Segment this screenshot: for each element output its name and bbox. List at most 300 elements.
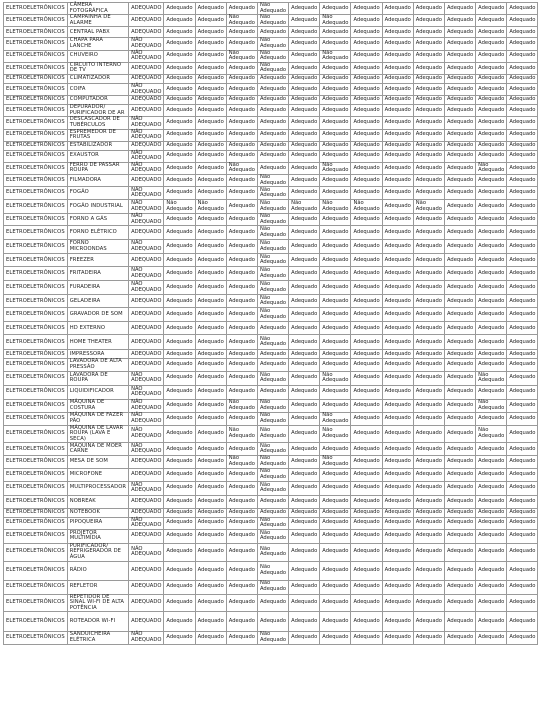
- criterion-cell: Adequado: [226, 543, 257, 561]
- criterion-cell: Adequado: [382, 187, 413, 200]
- criterion-cell: Adequado: [226, 27, 257, 38]
- criterion-cell: Adequado: [289, 214, 320, 226]
- criterion-cell: Não Adequado: [257, 3, 288, 15]
- criterion-cell: Adequado: [351, 399, 382, 412]
- criterion-cell: Não Adequado: [320, 200, 351, 214]
- criterion-cell: Adequado: [444, 425, 475, 443]
- criterion-cell: Adequado: [507, 295, 538, 308]
- status-cell: NÃO ADEQUADO: [129, 517, 164, 529]
- criterion-cell: Adequado: [351, 580, 382, 594]
- criterion-cell: Adequado: [444, 254, 475, 267]
- criterion-cell: Adequado: [289, 399, 320, 412]
- criterion-cell: Adequado: [289, 240, 320, 254]
- criterion-cell: Adequado: [320, 187, 351, 200]
- criterion-cell: Adequado: [444, 359, 475, 371]
- criterion-cell: Adequado: [444, 62, 475, 74]
- criterion-cell: Adequado: [289, 3, 320, 15]
- criterion-cell: Adequado: [195, 105, 226, 117]
- criterion-cell: Adequado: [476, 443, 507, 456]
- criterion-cell: Adequado: [476, 240, 507, 254]
- criterion-cell: Adequado: [382, 281, 413, 295]
- status-cell: NÃO ADEQUADO: [129, 83, 164, 95]
- criterion-cell: Adequado: [257, 129, 288, 141]
- criterion-cell: Adequado: [413, 141, 444, 150]
- criterion-cell: Adequado: [476, 481, 507, 495]
- criterion-cell: Adequado: [226, 468, 257, 481]
- criterion-cell: Adequado: [164, 74, 195, 83]
- criterion-cell: Adequado: [226, 267, 257, 281]
- criterion-cell: Adequado: [507, 254, 538, 267]
- criterion-cell: Adequado: [382, 350, 413, 359]
- criterion-cell: Não Adequado: [413, 200, 444, 214]
- criterion-cell: Não Adequado: [226, 425, 257, 443]
- criterion-cell: Adequado: [320, 254, 351, 267]
- criterion-cell: Adequado: [413, 529, 444, 543]
- criterion-cell: Adequado: [195, 162, 226, 174]
- criterion-cell: Adequado: [476, 350, 507, 359]
- criterion-cell: Não Adequado: [257, 308, 288, 322]
- criterion-cell: Adequado: [507, 83, 538, 95]
- criterion-cell: Adequado: [507, 399, 538, 412]
- criterion-cell: Não Adequado: [320, 412, 351, 425]
- criterion-cell: Adequado: [382, 3, 413, 15]
- criterion-cell: Adequado: [164, 162, 195, 174]
- criterion-cell: Adequado: [195, 632, 226, 644]
- item-name-cell: RÁDIO: [67, 561, 128, 580]
- criterion-cell: Adequado: [195, 399, 226, 412]
- criterion-cell: Adequado: [382, 254, 413, 267]
- criterion-cell: Adequado: [195, 226, 226, 240]
- criterion-cell: Adequado: [413, 456, 444, 468]
- criterion-cell: Adequado: [444, 74, 475, 83]
- criterion-cell: Adequado: [413, 612, 444, 632]
- item-name-cell: LAVADORA DE ROUPA: [67, 371, 128, 385]
- criterion-cell: Adequado: [289, 38, 320, 50]
- status-cell: ADEQUADO: [129, 456, 164, 468]
- criterion-cell: Adequado: [195, 240, 226, 254]
- criterion-cell: Adequado: [164, 371, 195, 385]
- criterion-cell: Adequado: [226, 187, 257, 200]
- criterion-cell: Adequado: [382, 117, 413, 129]
- status-cell: ADEQUADO: [129, 226, 164, 240]
- criterion-cell: Adequado: [382, 612, 413, 632]
- criterion-cell: Adequado: [444, 543, 475, 561]
- criterion-cell: Não Adequado: [257, 281, 288, 295]
- table-row: [4, 543, 538, 561]
- table-row: [4, 15, 538, 27]
- status-cell: NÃO ADEQUADO: [129, 267, 164, 281]
- criterion-cell: Adequado: [413, 96, 444, 105]
- criterion-cell: Adequado: [444, 322, 475, 335]
- criterion-cell: Adequado: [164, 443, 195, 456]
- category-cell: ELETROELETRÔNICOS: [4, 335, 68, 350]
- criterion-cell: Adequado: [164, 385, 195, 399]
- criterion-cell: Não Adequado: [257, 187, 288, 200]
- criterion-cell: Não Adequado: [257, 226, 288, 240]
- criterion-cell: Adequado: [507, 214, 538, 226]
- criterion-cell: Adequado: [507, 267, 538, 281]
- criterion-cell: Adequado: [476, 83, 507, 95]
- criterion-cell: Adequado: [444, 495, 475, 508]
- criterion-cell: Adequado: [382, 267, 413, 281]
- criterion-cell: Adequado: [226, 281, 257, 295]
- criterion-cell: Adequado: [289, 175, 320, 187]
- criterion-cell: Adequado: [382, 141, 413, 150]
- criterion-cell: Adequado: [351, 162, 382, 174]
- criterion-cell: Adequado: [351, 50, 382, 62]
- criterion-cell: Adequado: [257, 141, 288, 150]
- criterion-cell: Adequado: [351, 335, 382, 350]
- criterion-cell: Adequado: [382, 295, 413, 308]
- criterion-cell: Adequado: [444, 481, 475, 495]
- status-cell: NÃO ADEQUADO: [129, 371, 164, 385]
- criterion-cell: Adequado: [351, 267, 382, 281]
- criterion-cell: Adequado: [320, 267, 351, 281]
- criterion-cell: Adequado: [226, 254, 257, 267]
- table-row: [4, 129, 538, 141]
- evaluation-table: [3, 2, 538, 645]
- criterion-cell: Adequado: [257, 359, 288, 371]
- criterion-cell: Não Adequado: [226, 15, 257, 27]
- criterion-cell: Adequado: [289, 281, 320, 295]
- status-cell: ADEQUADO: [129, 15, 164, 27]
- criterion-cell: Adequado: [444, 187, 475, 200]
- criterion-cell: Não Adequado: [257, 468, 288, 481]
- criterion-cell: Adequado: [382, 385, 413, 399]
- criterion-cell: Adequado: [444, 150, 475, 162]
- criterion-cell: Adequado: [413, 495, 444, 508]
- criterion-cell: Adequado: [382, 359, 413, 371]
- criterion-cell: Adequado: [289, 254, 320, 267]
- criterion-cell: Adequado: [413, 150, 444, 162]
- status-cell: ADEQUADO: [129, 295, 164, 308]
- criterion-cell: Adequado: [444, 15, 475, 27]
- criterion-cell: Adequado: [226, 632, 257, 644]
- criterion-cell: Adequado: [444, 96, 475, 105]
- category-cell: ELETROELETRÔNICOS: [4, 543, 68, 561]
- criterion-cell: Não Adequado: [257, 443, 288, 456]
- criterion-cell: Adequado: [476, 456, 507, 468]
- criterion-cell: Não Adequado: [257, 412, 288, 425]
- category-cell: ELETROELETRÔNICOS: [4, 240, 68, 254]
- criterion-cell: Adequado: [476, 267, 507, 281]
- criterion-cell: Adequado: [289, 594, 320, 612]
- criterion-cell: Adequado: [226, 443, 257, 456]
- criterion-cell: Adequado: [507, 508, 538, 517]
- criterion-cell: Adequado: [164, 141, 195, 150]
- criterion-cell: Adequado: [164, 412, 195, 425]
- table-row: [4, 359, 538, 371]
- criterion-cell: Adequado: [226, 561, 257, 580]
- criterion-cell: Adequado: [289, 62, 320, 74]
- status-cell: NÃO ADEQUADO: [129, 399, 164, 412]
- criterion-cell: Adequado: [164, 580, 195, 594]
- criterion-cell: Adequado: [351, 27, 382, 38]
- criterion-cell: Adequado: [507, 594, 538, 612]
- table-row: [4, 517, 538, 529]
- criterion-cell: Adequado: [413, 308, 444, 322]
- criterion-cell: Adequado: [476, 226, 507, 240]
- item-name-cell: DESCASCADOR DE TUBÉRCULOS: [67, 117, 128, 129]
- criterion-cell: Adequado: [476, 129, 507, 141]
- criterion-cell: Adequado: [289, 612, 320, 632]
- criterion-cell: Adequado: [164, 359, 195, 371]
- table-row: [4, 62, 538, 74]
- criterion-cell: Adequado: [351, 359, 382, 371]
- criterion-cell: Não Adequado: [226, 50, 257, 62]
- criterion-cell: Adequado: [289, 129, 320, 141]
- criterion-cell: Adequado: [195, 74, 226, 83]
- criterion-cell: Adequado: [289, 141, 320, 150]
- criterion-cell: Adequado: [413, 481, 444, 495]
- criterion-cell: Adequado: [382, 50, 413, 62]
- criterion-cell: Adequado: [507, 517, 538, 529]
- criterion-cell: Adequado: [195, 15, 226, 27]
- criterion-cell: Adequado: [195, 175, 226, 187]
- criterion-cell: Adequado: [413, 15, 444, 27]
- status-cell: NÃO ADEQUADO: [129, 632, 164, 644]
- criterion-cell: Adequado: [444, 371, 475, 385]
- criterion-cell: Adequado: [413, 214, 444, 226]
- category-cell: ELETROELETRÔNICOS: [4, 322, 68, 335]
- criterion-cell: Adequado: [444, 612, 475, 632]
- criterion-cell: Adequado: [195, 561, 226, 580]
- criterion-cell: Adequado: [195, 62, 226, 74]
- category-cell: ELETROELETRÔNICOS: [4, 481, 68, 495]
- criterion-cell: Adequado: [164, 308, 195, 322]
- criterion-cell: Adequado: [476, 359, 507, 371]
- criterion-cell: Adequado: [320, 543, 351, 561]
- criterion-cell: Adequado: [444, 350, 475, 359]
- item-name-cell: MÁQUINA DE FAZER PÃO: [67, 412, 128, 425]
- criterion-cell: Adequado: [195, 580, 226, 594]
- category-cell: ELETROELETRÔNICOS: [4, 580, 68, 594]
- criterion-cell: Adequado: [195, 495, 226, 508]
- category-cell: ELETROELETRÔNICOS: [4, 105, 68, 117]
- table-row: [4, 74, 538, 83]
- criterion-cell: Adequado: [164, 50, 195, 62]
- criterion-cell: Adequado: [164, 468, 195, 481]
- category-cell: ELETROELETRÔNICOS: [4, 529, 68, 543]
- status-cell: ADEQUADO: [129, 27, 164, 38]
- category-cell: ELETROELETRÔNICOS: [4, 425, 68, 443]
- item-name-cell: COMPUTADOR: [67, 96, 128, 105]
- category-cell: ELETROELETRÔNICOS: [4, 281, 68, 295]
- criterion-cell: Não Adequado: [257, 254, 288, 267]
- criterion-cell: Adequado: [351, 62, 382, 74]
- item-name-cell: IMPRESSORA: [67, 350, 128, 359]
- item-name-cell: FREEZER: [67, 254, 128, 267]
- criterion-cell: Adequado: [444, 456, 475, 468]
- criterion-cell: Adequado: [382, 226, 413, 240]
- status-cell: NÃO ADEQUADO: [129, 443, 164, 456]
- criterion-cell: Adequado: [507, 495, 538, 508]
- criterion-cell: Adequado: [351, 3, 382, 15]
- criterion-cell: Adequado: [382, 38, 413, 50]
- criterion-cell: Adequado: [257, 385, 288, 399]
- criterion-cell: Adequado: [444, 335, 475, 350]
- status-cell: ADEQUADO: [129, 561, 164, 580]
- criterion-cell: Adequado: [289, 187, 320, 200]
- item-name-cell: FILMADORA: [67, 175, 128, 187]
- criterion-cell: Adequado: [382, 594, 413, 612]
- table-row: [4, 308, 538, 322]
- table-body: [4, 3, 538, 645]
- table-row: [4, 175, 538, 187]
- criterion-cell: Adequado: [444, 38, 475, 50]
- criterion-cell: Adequado: [351, 295, 382, 308]
- table-row: [4, 187, 538, 200]
- criterion-cell: Adequado: [195, 508, 226, 517]
- category-cell: ELETROELETRÔNICOS: [4, 308, 68, 322]
- criterion-cell: Adequado: [164, 495, 195, 508]
- criterion-cell: Adequado: [226, 226, 257, 240]
- criterion-cell: Adequado: [320, 508, 351, 517]
- status-cell: ADEQUADO: [129, 580, 164, 594]
- criterion-cell: Não Adequado: [320, 15, 351, 27]
- criterion-cell: Adequado: [257, 594, 288, 612]
- criterion-cell: Adequado: [444, 141, 475, 150]
- criterion-cell: Adequado: [413, 350, 444, 359]
- status-cell: NÃO ADEQUADO: [129, 240, 164, 254]
- criterion-cell: Adequado: [164, 529, 195, 543]
- criterion-cell: Adequado: [413, 175, 444, 187]
- criterion-cell: Não Adequado: [320, 162, 351, 174]
- criterion-cell: Adequado: [507, 335, 538, 350]
- criterion-cell: Adequado: [257, 83, 288, 95]
- item-name-cell: GRAVADOR DE SOM: [67, 308, 128, 322]
- criterion-cell: Não Adequado: [351, 200, 382, 214]
- criterion-cell: Adequado: [226, 141, 257, 150]
- criterion-cell: Adequado: [476, 632, 507, 644]
- criterion-cell: Adequado: [476, 62, 507, 74]
- criterion-cell: Adequado: [444, 295, 475, 308]
- criterion-cell: Adequado: [351, 481, 382, 495]
- status-cell: ADEQUADO: [129, 308, 164, 322]
- item-name-cell: FERRO DE PASSAR ROUPA: [67, 162, 128, 174]
- criterion-cell: Adequado: [195, 83, 226, 95]
- criterion-cell: Adequado: [320, 561, 351, 580]
- criterion-cell: Adequado: [164, 240, 195, 254]
- table-row: [4, 281, 538, 295]
- criterion-cell: Adequado: [320, 141, 351, 150]
- criterion-cell: Adequado: [507, 543, 538, 561]
- table-row: [4, 50, 538, 62]
- criterion-cell: Adequado: [444, 385, 475, 399]
- criterion-cell: Adequado: [413, 399, 444, 412]
- criterion-cell: Adequado: [351, 129, 382, 141]
- criterion-cell: Adequado: [195, 468, 226, 481]
- criterion-cell: Adequado: [320, 468, 351, 481]
- status-cell: ADEQUADO: [129, 254, 164, 267]
- status-cell: NÃO ADEQUADO: [129, 117, 164, 129]
- criterion-cell: Adequado: [476, 612, 507, 632]
- criterion-cell: Adequado: [351, 529, 382, 543]
- criterion-cell: Não Adequado: [226, 456, 257, 468]
- criterion-cell: Adequado: [507, 481, 538, 495]
- item-name-cell: HD EXTERNO: [67, 322, 128, 335]
- criterion-cell: Adequado: [382, 412, 413, 425]
- criterion-cell: Adequado: [413, 62, 444, 74]
- criterion-cell: Adequado: [444, 517, 475, 529]
- item-name-cell: ESTABILIZADOR: [67, 141, 128, 150]
- criterion-cell: Adequado: [382, 214, 413, 226]
- criterion-cell: Adequado: [226, 96, 257, 105]
- criterion-cell: Não Adequado: [226, 399, 257, 412]
- criterion-cell: Adequado: [320, 632, 351, 644]
- category-cell: ELETROELETRÔNICOS: [4, 27, 68, 38]
- criterion-cell: Adequado: [351, 425, 382, 443]
- criterion-cell: Adequado: [444, 443, 475, 456]
- criterion-cell: Adequado: [413, 468, 444, 481]
- category-cell: ELETROELETRÔNICOS: [4, 443, 68, 456]
- criterion-cell: Adequado: [289, 543, 320, 561]
- criterion-cell: Adequado: [413, 162, 444, 174]
- criterion-cell: Adequado: [289, 456, 320, 468]
- status-cell: NÃO ADEQUADO: [129, 543, 164, 561]
- table-row: [4, 580, 538, 594]
- criterion-cell: Adequado: [507, 105, 538, 117]
- status-cell: ADEQUADO: [129, 594, 164, 612]
- table-row: [4, 632, 538, 644]
- criterion-cell: Adequado: [195, 322, 226, 335]
- criterion-cell: Adequado: [382, 62, 413, 74]
- status-cell: ADEQUADO: [129, 350, 164, 359]
- criterion-cell: Adequado: [413, 543, 444, 561]
- category-cell: ELETROELETRÔNICOS: [4, 385, 68, 399]
- table-row: [4, 561, 538, 580]
- criterion-cell: Adequado: [257, 350, 288, 359]
- table-row: [4, 295, 538, 308]
- criterion-cell: Adequado: [289, 150, 320, 162]
- criterion-cell: Adequado: [382, 240, 413, 254]
- item-name-cell: PURIFICADOR/ REFRIGERADOR DE ÁGUA: [67, 543, 128, 561]
- criterion-cell: Adequado: [164, 481, 195, 495]
- criterion-cell: Adequado: [226, 481, 257, 495]
- criterion-cell: Adequado: [226, 508, 257, 517]
- criterion-cell: Adequado: [320, 96, 351, 105]
- table-row: [4, 399, 538, 412]
- table-row: [4, 468, 538, 481]
- criterion-cell: Adequado: [320, 308, 351, 322]
- criterion-cell: Adequado: [226, 38, 257, 50]
- criterion-cell: Adequado: [164, 226, 195, 240]
- criterion-cell: Adequado: [257, 495, 288, 508]
- status-cell: ADEQUADO: [129, 612, 164, 632]
- item-name-cell: MÁQUINA DE LAVAR ROUPA (LAVA E SECA): [67, 425, 128, 443]
- criterion-cell: Adequado: [195, 594, 226, 612]
- table-row: [4, 267, 538, 281]
- criterion-cell: Adequado: [195, 385, 226, 399]
- table-row: [4, 335, 538, 350]
- criterion-cell: Adequado: [351, 350, 382, 359]
- criterion-cell: Adequado: [507, 175, 538, 187]
- criterion-cell: Adequado: [444, 162, 475, 174]
- status-cell: NÃO ADEQUADO: [129, 425, 164, 443]
- criterion-cell: Adequado: [382, 543, 413, 561]
- criterion-cell: Não Adequado: [257, 214, 288, 226]
- criterion-cell: Adequado: [195, 612, 226, 632]
- table-row: [4, 456, 538, 468]
- criterion-cell: Adequado: [413, 425, 444, 443]
- criterion-cell: Adequado: [476, 50, 507, 62]
- criterion-cell: Adequado: [444, 27, 475, 38]
- criterion-cell: Adequado: [413, 295, 444, 308]
- status-cell: ADEQUADO: [129, 322, 164, 335]
- status-cell: NÃO ADEQUADO: [129, 162, 164, 174]
- criterion-cell: Adequado: [164, 117, 195, 129]
- criterion-cell: Não Adequado: [257, 425, 288, 443]
